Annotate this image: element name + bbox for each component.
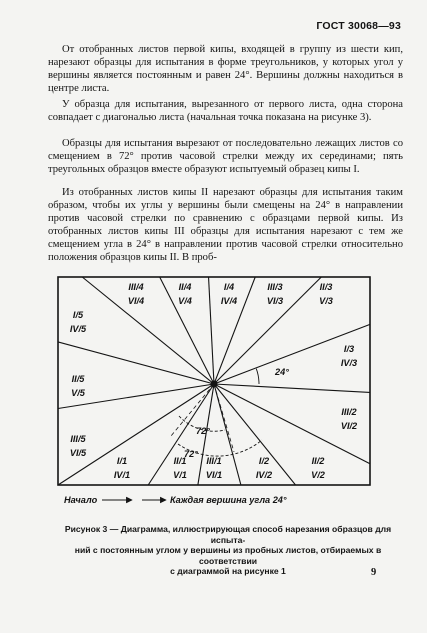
sector-label-bottom: I/1 <box>116 456 128 466</box>
angle-72-upper-label: 72° <box>196 426 210 436</box>
sector-label-top: I/4 <box>223 282 235 292</box>
sector-label-top: IV/4 <box>220 296 238 306</box>
start-label: Начало <box>64 495 98 505</box>
cut-ray <box>214 324 370 384</box>
caption-line-1: Рисунок 3 — Диаграмма, иллюстрирующая способ нарезания образцов для испыта- <box>64 524 392 545</box>
angle-24-label: 24° <box>275 367 289 377</box>
sector-label-top: V/3 <box>319 296 333 306</box>
sector-label-top: III/3 <box>267 282 283 292</box>
page-number: 9 <box>371 567 377 578</box>
step-label: Каждая вершина угла 24° <box>170 495 287 505</box>
sector-label-bottom: VI/1 <box>205 470 223 480</box>
sector-label-left: V/5 <box>71 388 85 398</box>
figure-caption <box>60 524 396 577</box>
sector-label-bottom: IV/1 <box>113 470 131 480</box>
sector-label-left: VI/5 <box>69 448 87 458</box>
sector-label-right: I/3 <box>343 344 355 354</box>
cut-ray <box>214 384 296 485</box>
sector-label-top: III/4 <box>128 282 144 292</box>
cut-ray <box>209 277 214 384</box>
paragraph-2: У образца для испытания, вырезанного от первого листа, одна сторона совпадает с диагональю листа (начальная точка показана на рисунке 3). <box>48 99 403 123</box>
sector-label-right: III/2 <box>341 407 357 417</box>
sector-label-top: V/4 <box>178 296 192 306</box>
cut-ray <box>214 277 321 384</box>
sector-label-bottom: V/2 <box>311 470 325 480</box>
sector-label-left: II/5 <box>71 374 85 384</box>
caption-line-2: ний с постоянным углом у вершины из пробных листов, отбираемых в соответствии <box>74 545 382 566</box>
cut-ray <box>214 384 370 392</box>
angle-24-arc <box>256 369 259 384</box>
sector-label-top: VI/4 <box>127 296 145 306</box>
sample-cutting-diagram <box>54 274 384 514</box>
sector-label-bottom: I/2 <box>258 456 270 466</box>
sector-label-left: III/5 <box>70 434 86 444</box>
sector-label-top: II/4 <box>178 282 192 292</box>
sector-label-bottom: III/1 <box>206 456 222 466</box>
sector-label-right: IV/3 <box>340 358 358 368</box>
paragraph-3: Образцы для испытания вырезают от последовательно лежащих листов со смещением в 72° против часовой стрелки между их серединами; пять треугольных образцов вместе образуют испытуемый образец кипы I. <box>48 138 403 175</box>
sector-label-bottom: V/1 <box>173 470 187 480</box>
sector-label-bottom: II/2 <box>311 456 325 466</box>
sector-label-left: IV/5 <box>69 324 87 334</box>
sector-label-bottom: II/1 <box>173 456 187 466</box>
sector-label-right: VI/2 <box>340 421 358 431</box>
standard-header: ГОСТ 30068—93 <box>316 20 401 32</box>
dash-ray-2 <box>214 384 234 452</box>
paragraph-4: Из отобранных листов кипы II нарезают образцы для испытания таким образом, чтобы их углы у вершины были смещены на 24° в направлении против часовой стрелки по сравнению с образцами первой кипы. Из отобранных листов кипы III образцы для испытания нарезают с тем же смещением угла в 24° в направлении против часовой стрелки относительно положения образцов кипы II. В проб- <box>48 187 403 263</box>
cut-ray <box>214 277 255 384</box>
sector-label-top: II/3 <box>319 282 333 292</box>
sector-label-top: VI/3 <box>266 296 284 306</box>
sector-label-bottom: IV/2 <box>255 470 273 480</box>
caption-line-3: с диаграммой на рисунке 1 <box>170 566 286 577</box>
angle-72-lower-label: 72° <box>184 449 198 459</box>
paragraph-1: От отобранных листов первой кипы, входящей в группу из шести кип, нарезают образцы для испытания в форме треугольников, у которых угол у вершины является постоянным и равен 24°. Вершины должны находиться в центре листа. <box>48 44 403 94</box>
sector-label-left: I/5 <box>72 310 84 320</box>
cut-ray <box>160 277 214 384</box>
cut-ray <box>82 277 214 384</box>
